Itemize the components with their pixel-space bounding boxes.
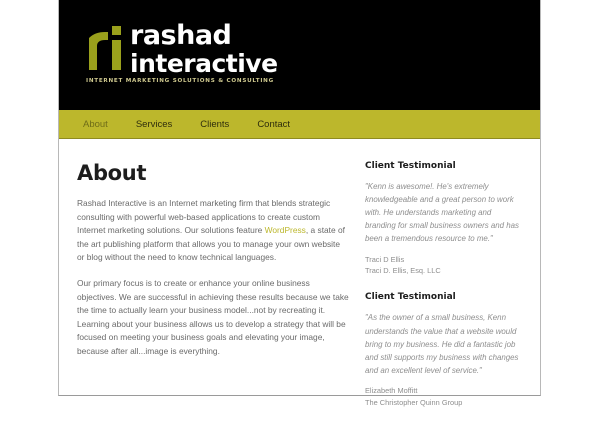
page-title: About [77,161,147,185]
logo-wordmark [130,20,278,78]
testimonial-item [365,292,520,407]
sidebar [365,161,520,424]
nav-item-services[interactable]: Services [135,118,173,130]
testimonial-heading: Client Testimonial [365,292,456,303]
testimonial-heading: Client Testimonial [365,161,456,171]
testimonial-author-org: Traci D. Ellis, Esq. LLC [365,266,441,276]
main-column [77,161,365,424]
about-paragraph-two: Our primary focus is to create or enhance your online business objectives. We are successful in achieving these results because we take the time to actually learn your business model...not by recreating it. Learning about your business allows us to develop a strategy that will be focused on meeting your business goals and elevating your image, because after all...image is everything. [77,278,349,357]
page-container [58,0,541,407]
testimonial-author-name: Elizabeth Moffitt [365,386,418,396]
logo-monogram-icon [86,24,128,72]
main-navigation [59,110,540,139]
about-paragraph-one-text-after: , a state of the art publishing platform that allows you to manage your own website or blog without the need to know technical languages. [77,225,345,263]
logo-tagline: INTERNET MARKETING SOLUTIONS & CONSULTING [86,78,274,84]
testimonial-item [365,161,520,276]
wordpress-link[interactable]: WordPress [264,225,306,236]
logo-line-two: interactive [130,49,278,78]
about-paragraph-one [77,197,349,265]
nav-item-clients[interactable]: Clients [200,118,230,130]
nav-item-contact[interactable]: Contact [257,118,291,130]
nav-item-about[interactable]: About [83,118,108,130]
about-paragraph-one-text-before: Rashad Interactive is an Internet marketing firm that blends strategic consulting with powerful web-based applications to create custom Internet marketing solutions. Our solutions feature [77,198,331,236]
content-area [59,139,540,424]
testimonial-quote: "Kenn is awesome!. He's extremely knowledgeable and a great person to work with. He understands marketing and branding for small business owners and has been a tremendous resource to me." [365,182,519,244]
site-logo[interactable] [86,20,278,88]
testimonial-author-org: The Christopher Quinn Group [365,397,463,407]
logo-line-one: rashad [130,20,232,51]
testimonial-quote: "As the owner of a small business, Kenn understands the value that a website would bring to my business. He did a fantastic job and still supports my business with changes and an excellent level of service." [365,313,519,375]
testimonial-author-name: Traci D Ellis [365,254,405,264]
site-header [59,0,540,110]
